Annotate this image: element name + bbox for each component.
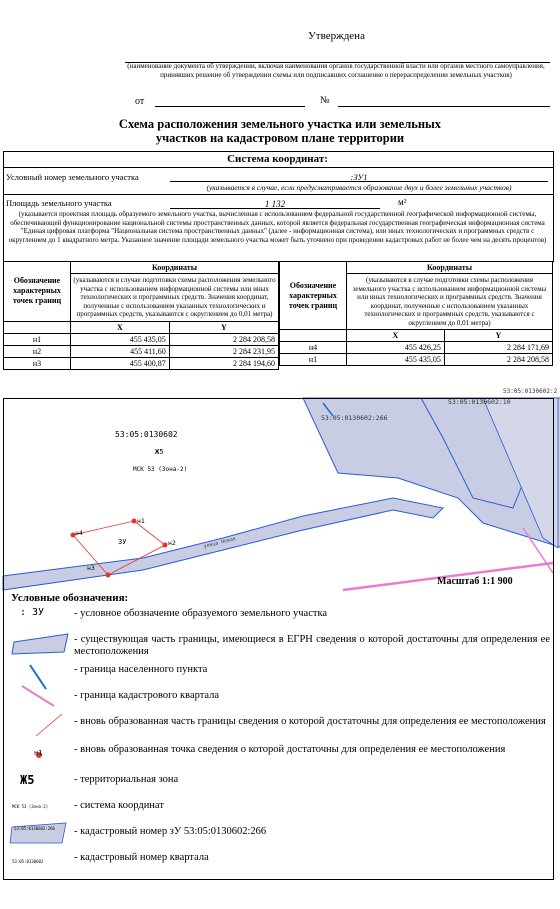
- x-cell: 455 435,05: [347, 354, 445, 366]
- legend-msk-symbol: МСК 53 (Зона-2): [12, 804, 49, 809]
- zone-label: Ж5: [155, 448, 164, 456]
- point-n2: [163, 543, 168, 548]
- legend-item-2: - граница населенного пункта: [74, 664, 208, 675]
- legend-point-label: н1: [34, 749, 43, 757]
- cad-10-label: 53:05:0130602:10: [448, 398, 511, 406]
- y-cell: 2 284 208,58: [169, 333, 278, 345]
- cad-266-label: 53:05:0130602:266: [321, 414, 388, 422]
- cadastral-map: [3, 398, 553, 590]
- area-label: Площадь земельного участка: [6, 198, 112, 208]
- legend-title: Условные обозначения:: [11, 592, 129, 604]
- legend-item-7: - система координат: [74, 800, 164, 811]
- legend-newline-symbol: [34, 712, 64, 738]
- point-cell: н3: [4, 357, 71, 369]
- n1-label: н1: [137, 517, 145, 525]
- road-label: улица Новая: [203, 535, 237, 550]
- n3-label: н3: [87, 564, 95, 572]
- y-cell: 2 284 231,95: [169, 345, 278, 357]
- legend-cadnum-label: 53:05:0130602:266: [14, 826, 55, 831]
- point-n1: [132, 519, 137, 524]
- parcel-map-label: ЗУ: [118, 538, 127, 546]
- scale-label: Масштаб 1:1 900: [437, 576, 513, 587]
- col-coords-header: Координаты: [71, 262, 279, 274]
- page-title: [60, 117, 500, 145]
- area-unit: м²: [398, 197, 407, 207]
- title-line-1: Схема расположения земельного участка или земельных: [118, 117, 442, 131]
- point-cell: н1: [4, 333, 71, 345]
- table-row: [4, 357, 279, 369]
- col-x: X: [71, 321, 170, 333]
- legend-item-8: - кадастровый номер зУ 53:05:0130602:266: [74, 826, 267, 837]
- col-point-header: Обозначение характерных точек границ: [280, 262, 347, 330]
- cad-top-label: 53:05:0130602:2: [503, 388, 558, 395]
- y-cell: 2 284 171,69: [444, 342, 552, 354]
- table-row: [4, 345, 279, 357]
- col-y: Y: [169, 321, 278, 333]
- legend-zone-symbol: Ж5: [20, 773, 35, 787]
- x-cell: 455 435,05: [71, 333, 170, 345]
- col-point-header: Обозначение характерных точек границ: [4, 262, 71, 322]
- point-cell: н4: [280, 342, 347, 354]
- coord-system-label: Система координат:: [227, 153, 328, 165]
- legend-quarter-num-symbol: 53:05:0130602: [12, 859, 44, 864]
- col-coords-header: Координаты: [347, 262, 553, 274]
- document-note: (наименование документа об утверждении, включая наименования органов государственной власти или органов местного самоуправления, принявших решение об утверждении схемы или подписавших соглашение о перераспределении земельных участков): [127, 62, 545, 79]
- parcel-number-value: :ЗУ1: [350, 172, 368, 182]
- col-y: Y: [444, 330, 552, 342]
- area-note: (указывается проектная площадь образуемого земельного участка, вычисленная с использованием федеральной государственной географической информационной системы, обеспечивающей функционирование национальной системы пространственных данных, которой является федеральная государственная географическая информационная система "Единая цифровая платформа "Национальная система пространственных данных" (далее - информационная система), или иных технологических и программных средств с округлением до 1 квадратного метра. Указанное значение площади земельного участка может быть уточнено при проведении кадастровых работ не более чем на десять процентов): [8, 210, 547, 244]
- legend-sym-zu: : ЗУ: [20, 607, 45, 618]
- table-row: [280, 354, 553, 366]
- legend-item-5: - вновь образованная точка сведения о которой достаточны для определения ее местоположения: [74, 744, 506, 755]
- title-line-2: участков на кадастровом плане территории: [155, 131, 405, 145]
- n2-label: н2: [168, 539, 176, 547]
- x-cell: 455 411,60: [71, 345, 170, 357]
- coords-note: (указываются в случае подготовки схемы расположения земельного участка с использованием информационной системы или иных технологических и программных средств. Значения координат, полученные с использованием указанных технологических и программных средств, указываются с округлением до 0,01 метра): [347, 274, 553, 330]
- x-cell: 455 426,25: [347, 342, 445, 354]
- legend-existing-symbol: [10, 632, 70, 656]
- x-cell: 455 400,87: [71, 357, 170, 369]
- legend-item-1: - существующая часть границы, имеющиеся в ЕГРН сведения о которой достаточны для определения ее местоположения: [74, 634, 550, 657]
- legend-item-6: - территориальная зона: [74, 774, 179, 785]
- coords-note: (указываются в случае подготовки схемы расположения земельного участка с использованием информационной системы или иных технологических и программных средств. Значения координат, полученные с использованием указанных технологических и программных средств, указываются с округлением до 0,01 метра): [71, 274, 279, 322]
- y-cell: 2 284 208,58: [444, 354, 552, 366]
- msk-label: МСК 53 (Зона-2): [133, 466, 188, 473]
- legend-item-0: - условное обозначение образуемого земельного участка: [74, 608, 328, 619]
- quarter-label: 53:05:0130602: [115, 430, 178, 439]
- from-label: от: [135, 96, 145, 107]
- number-label: №: [320, 95, 330, 106]
- coord-table-right: [279, 261, 553, 366]
- y-cell: 2 284 194,60: [169, 357, 278, 369]
- table-row: [4, 333, 279, 345]
- approved-label: Утверждена: [308, 30, 365, 42]
- legend-item-3: - граница кадастрового квартала: [74, 690, 220, 701]
- map-area: [3, 388, 558, 590]
- table-row: [280, 342, 553, 354]
- point-n3: [106, 573, 111, 578]
- legend-item-4: - вновь образованная часть границы сведения о которой достаточны для определения ее местоположения: [74, 716, 546, 727]
- col-x: X: [347, 330, 445, 342]
- legend-quarter-symbol: [20, 684, 56, 708]
- area-value: 1 132: [264, 199, 286, 209]
- point-cell: н2: [4, 345, 71, 357]
- parcel-number-label: Условный номер земельного участка: [6, 172, 139, 182]
- legend-item-9: - кадастровый номер квартала: [74, 852, 209, 863]
- coord-table-left: [3, 261, 279, 370]
- point-cell: н1: [280, 354, 347, 366]
- n4-label: н4: [75, 529, 83, 537]
- parcel-number-note: (указывается в случае, если предусматривается образование двух и более земельных участков): [206, 183, 512, 192]
